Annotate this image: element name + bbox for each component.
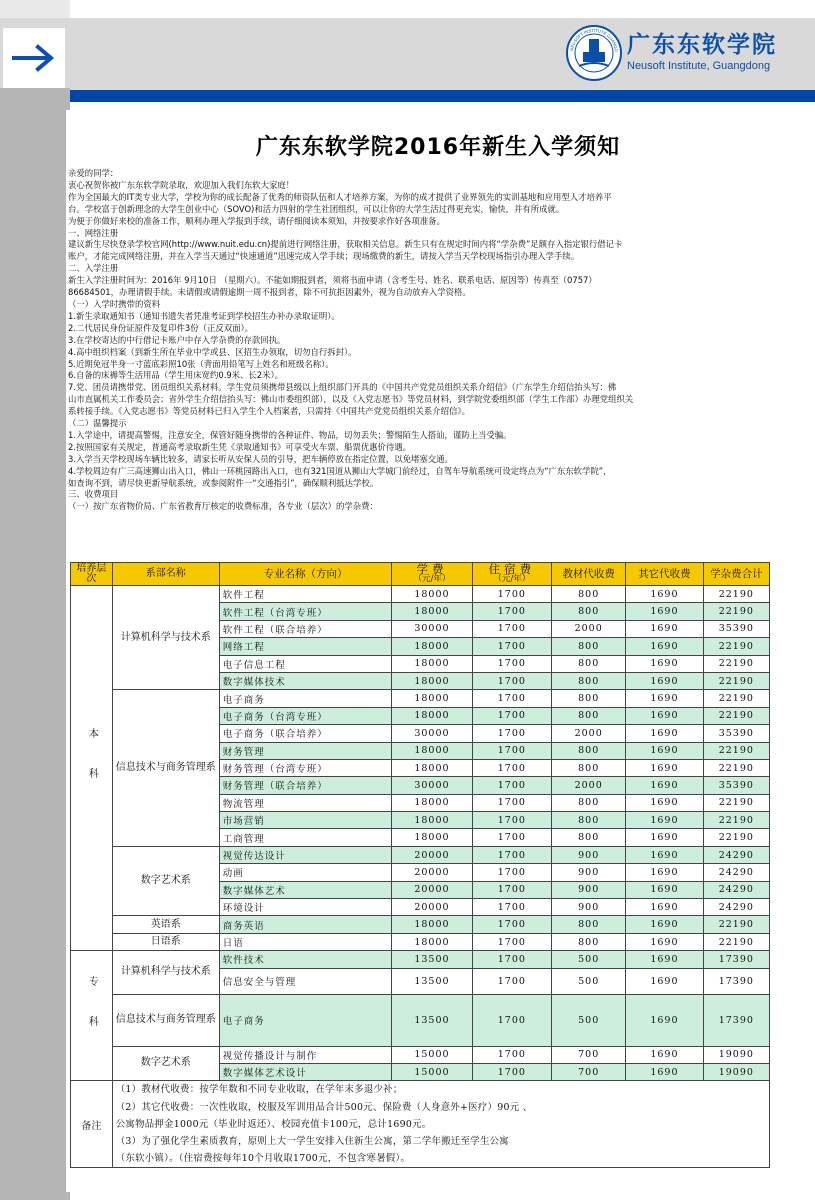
- table-row: [71, 933, 770, 950]
- major-cell: 财务管理（联合培养）: [219, 777, 392, 794]
- other-cell: 1690: [626, 672, 703, 689]
- tuition-cell: 18000: [392, 603, 472, 620]
- side-bar: [0, 88, 70, 1200]
- note-line: （3）为了强化学生素质教育，原则上大一学生安排入住新生公寓，第二学年搬迁至学生公寓: [115, 1135, 509, 1147]
- tuition-cell: 15000: [392, 1063, 472, 1080]
- body-line: 台。学校富于创新理念的大学生创业中心（SOVO)和活力四射的学生社团组织，可以让你的大学生活过得更充实，愉快，并有所成就。: [68, 203, 565, 214]
- tuition-cell: 20000: [392, 899, 472, 916]
- section-heading: （二）温馨提示: [68, 418, 127, 429]
- table-row: [71, 690, 770, 707]
- major-cell: 软件工程: [219, 586, 392, 603]
- other-cell: 1690: [626, 951, 703, 968]
- dept-ib: 信息技术与商务管理系: [112, 690, 219, 847]
- tuition-cell: 18000: [392, 759, 472, 776]
- tuition-cell: 18000: [392, 672, 472, 689]
- total-cell: 22190: [703, 933, 769, 950]
- tuition-cell: 20000: [392, 846, 472, 863]
- total-cell: 19090: [703, 1046, 769, 1063]
- dorm-cell: 1700: [472, 586, 552, 603]
- notes-row: [71, 1081, 770, 1168]
- major-cell: 电子商务: [219, 994, 392, 1046]
- books-cell: 800: [552, 690, 626, 707]
- dorm-cell: 1700: [472, 951, 552, 968]
- books-cell: 500: [552, 951, 626, 968]
- major-cell: 工商管理: [219, 829, 392, 846]
- major-cell: 数字媒体艺术设计: [219, 1063, 392, 1080]
- dorm-cell: 1700: [472, 846, 552, 863]
- books-cell: 800: [552, 812, 626, 829]
- total-cell: 22190: [703, 742, 769, 759]
- total-cell: 22190: [703, 707, 769, 724]
- list-item: 1.入学途中，请提高警惕，注意安全，保管好随身携带的各种证件、物品，切勿丢失；警惕陌生人搭讪，谨防上当受骗。: [68, 429, 512, 440]
- tuition-cell: 20000: [392, 881, 472, 898]
- body-line: 系转接手续。《入党志愿书》等党员材料已归入学生个人档案者，只需持《中国共产党党员组织关系介绍信》。: [68, 406, 470, 417]
- list-item: 6.自备的床褥等生活用品（学生用床宽约0.9米、长2米）。: [68, 370, 284, 381]
- other-cell: 1690: [626, 829, 703, 846]
- major-cell: 视觉传达设计: [219, 846, 392, 863]
- total-cell: 22190: [703, 655, 769, 672]
- body-line: （一）按广东省物价局、广东省教育厅核定的收费标准，各专业（层次）的学杂费：: [68, 501, 378, 512]
- list-item: 4.学校周边有广三高速狮山出入口，佛山一环桃园路出入口，也有321国道从狮山大学城门前经过，自驾车导航系统可设定终点为“广东东软学院”，: [68, 465, 612, 476]
- total-cell: 19090: [703, 1063, 769, 1080]
- total-cell: 24290: [703, 881, 769, 898]
- other-cell: 1690: [626, 690, 703, 707]
- total-cell: 17390: [703, 951, 769, 968]
- dept-art-junior: 数字艺术系: [112, 1046, 219, 1081]
- other-cell: 1690: [626, 899, 703, 916]
- notice-body: [68, 168, 806, 513]
- col-header-other: 其它代收费: [626, 563, 703, 586]
- table-row: [71, 586, 770, 603]
- dept-ib-junior: 信息技术与商务管理系: [112, 994, 219, 1046]
- total-cell: 22190: [703, 759, 769, 776]
- dorm-cell: 1700: [472, 620, 552, 637]
- dorm-cell: 1700: [472, 881, 552, 898]
- body-line: 作为全国最大的IT类专业大学，学校为你的成长配备了优秀的师资队伍和人才培养方案，为你的成才提供了业界领先的实训基地和应用型人才培养平: [68, 191, 612, 202]
- section-heading: （一）入学时携带的资料: [68, 298, 161, 309]
- tuition-cell: 13500: [392, 951, 472, 968]
- other-cell: 1690: [626, 777, 703, 794]
- tuition-cell: 18000: [392, 812, 472, 829]
- body-line: 86684501，办理请假手续。未请假或请假逾期一周不报到者，除不可抗拒因素外，视为自动放弃入学资格。: [68, 287, 471, 298]
- other-cell: 1690: [626, 968, 703, 994]
- note-line: （东软小镇）。（住宿费按每年10个月收取1700元，不包含寒暑假）。: [115, 1153, 411, 1165]
- dorm-cell: 1700: [472, 655, 552, 672]
- total-cell: 24290: [703, 899, 769, 916]
- major-cell: 数字媒体艺术: [219, 881, 392, 898]
- dorm-cell: 1700: [472, 603, 552, 620]
- other-cell: 1690: [626, 742, 703, 759]
- total-cell: 24290: [703, 846, 769, 863]
- total-cell: 22190: [703, 794, 769, 811]
- body-line: 为便于你做好来校的准备工作，顺利办理入学报到手续，请仔细阅读本须知，并按要求作好各项准备。: [68, 215, 445, 226]
- other-cell: 1690: [626, 725, 703, 742]
- tuition-cell: 18000: [392, 829, 472, 846]
- notice-paper: [66, 110, 810, 1192]
- tuition-cell: 15000: [392, 1046, 472, 1063]
- books-cell: 500: [552, 968, 626, 994]
- dorm-cell: 1700: [472, 968, 552, 994]
- body-line: 建议新生尽快登录学校官网(http://www.nuit.edu.cn)提前进行网络注册，获取相关信息。新生只有在规定时间内将“学杂费”足额存入指定银行借记卡: [68, 239, 623, 250]
- dorm-cell: 1700: [472, 916, 552, 933]
- total-cell: 17390: [703, 994, 769, 1046]
- major-cell: 信息安全与管理: [219, 968, 392, 994]
- tuition-cell: 18000: [392, 690, 472, 707]
- major-cell: 软件工程（联合培养）: [219, 620, 392, 637]
- books-cell: 800: [552, 707, 626, 724]
- other-cell: 1690: [626, 881, 703, 898]
- books-cell: 900: [552, 864, 626, 881]
- tuition-cell: 30000: [392, 725, 472, 742]
- major-cell: 视觉传播设计与制作: [219, 1046, 392, 1063]
- books-cell: 800: [552, 586, 626, 603]
- other-cell: 1690: [626, 707, 703, 724]
- tuition-cell: 18000: [392, 655, 472, 672]
- dorm-cell: 1700: [472, 690, 552, 707]
- tuition-cell: 18000: [392, 794, 472, 811]
- major-cell: 日语: [219, 933, 392, 950]
- tuition-cell: 13500: [392, 994, 472, 1046]
- other-cell: 1690: [626, 1063, 703, 1080]
- major-cell: 软件技术: [219, 951, 392, 968]
- total-cell: 22190: [703, 603, 769, 620]
- dorm-cell: 1700: [472, 759, 552, 776]
- books-cell: 900: [552, 846, 626, 863]
- tuition-cell: 30000: [392, 620, 472, 637]
- table-row: [71, 1046, 770, 1063]
- tuition-cell: 18000: [392, 707, 472, 724]
- books-cell: 800: [552, 603, 626, 620]
- body-line: 亲爱的同学：: [68, 168, 119, 178]
- dorm-cell: 1700: [472, 864, 552, 881]
- total-cell: 22190: [703, 672, 769, 689]
- total-cell: 22190: [703, 829, 769, 846]
- other-cell: 1690: [626, 864, 703, 881]
- books-cell: 800: [552, 672, 626, 689]
- tuition-cell: 18000: [392, 638, 472, 655]
- tuition-cell: 30000: [392, 777, 472, 794]
- body-line: 如查询不到，请尽快更新导航系统，或参阅附件一“交通指引”，确保顺利抵达学校。: [68, 477, 379, 488]
- major-cell: 电子商务: [219, 690, 392, 707]
- list-item: 7.党、团员请携带党、团员组织关系材料。学生党员须携带县级以上组织部门开具的《中国共产党党员组织关系介绍信》（广东学生介绍信抬头写：佛: [68, 382, 617, 393]
- fee-table: [70, 562, 770, 1168]
- books-cell: 800: [552, 638, 626, 655]
- school-emblem-icon: [565, 24, 623, 82]
- major-cell: 财务管理（台湾专班）: [219, 759, 392, 776]
- tuition-cell: 20000: [392, 864, 472, 881]
- dorm-cell: 1700: [472, 899, 552, 916]
- col-header-major: 专业名称（方向）: [219, 563, 392, 586]
- books-cell: 800: [552, 916, 626, 933]
- major-cell: 财务管理: [219, 742, 392, 759]
- total-cell: 35390: [703, 725, 769, 742]
- dorm-cell: 1700: [472, 725, 552, 742]
- header-blue-bar: [70, 90, 815, 102]
- other-cell: 1690: [626, 638, 703, 655]
- other-cell: 1690: [626, 1046, 703, 1063]
- total-cell: 17390: [703, 968, 769, 994]
- arrow-box: [3, 28, 65, 88]
- col-header-dorm: 住宿费 （元/年）: [472, 563, 552, 586]
- body-line: 山市直属机关工作委员会；省外学生介绍信抬头写：佛山市委组织部），以及《入党志愿书》等党员材料，到学院党委组织部（学生工作部）办理党组织关: [68, 394, 634, 405]
- books-cell: 2000: [552, 725, 626, 742]
- list-item: 2.按照国家有关规定，普通高考录取新生凭《录取通知书》可享受火车票、船票优惠价待遇。: [68, 441, 411, 452]
- other-cell: 1690: [626, 933, 703, 950]
- other-cell: 1690: [626, 812, 703, 829]
- major-cell: 数字媒体技术: [219, 672, 392, 689]
- total-cell: 22190: [703, 812, 769, 829]
- major-cell: 电子信息工程: [219, 655, 392, 672]
- dorm-cell: 1700: [472, 1046, 552, 1063]
- table-row: [71, 916, 770, 933]
- school-name-en: Neusoft Institute, Guangdong: [627, 60, 771, 72]
- total-cell: 22190: [703, 586, 769, 603]
- dorm-cell: 1700: [472, 812, 552, 829]
- table-row: [71, 994, 770, 1046]
- dorm-cell: 1700: [472, 794, 552, 811]
- side-bar-top: [0, 0, 70, 18]
- other-cell: 1690: [626, 620, 703, 637]
- table-header-row: [71, 563, 770, 586]
- books-cell: 2000: [552, 777, 626, 794]
- col-header-total: 学杂费合计: [703, 563, 769, 586]
- section-heading: 二、入学注册: [68, 263, 119, 274]
- dorm-cell: 1700: [472, 672, 552, 689]
- other-cell: 1690: [626, 759, 703, 776]
- other-cell: 1690: [626, 655, 703, 672]
- dept-jp: 日语系: [112, 933, 219, 950]
- arrow-right-icon: [12, 43, 56, 73]
- dorm-cell: 1700: [472, 638, 552, 655]
- books-cell: 800: [552, 742, 626, 759]
- col-header-tuition: 学费 （元/年）: [392, 563, 472, 586]
- books-cell: 800: [552, 794, 626, 811]
- table-row: [71, 846, 770, 863]
- books-cell: 700: [552, 1046, 626, 1063]
- other-cell: 1690: [626, 586, 703, 603]
- books-cell: 2000: [552, 620, 626, 637]
- dorm-cell: 1700: [472, 994, 552, 1046]
- notes-text: [112, 1081, 769, 1168]
- note-line: （1）教材代收费：按学年数和不同专业收取，在学年末多退少补；: [115, 1084, 403, 1096]
- level-junior: 专科: [71, 951, 113, 1081]
- dorm-cell: 1700: [472, 829, 552, 846]
- other-cell: 1690: [626, 846, 703, 863]
- list-item: 3.在学校寄达的中行借记卡账户中存入学杂费的存款回执。: [68, 334, 286, 345]
- major-cell: 动画: [219, 864, 392, 881]
- total-cell: 24290: [703, 864, 769, 881]
- page-title: 广东东软学院2016年新生入学须知: [255, 135, 621, 160]
- col-header-dept: 系部名称: [112, 563, 219, 586]
- total-cell: 35390: [703, 620, 769, 637]
- col-header-level: 培养层次: [71, 563, 113, 586]
- body-line: 新生入学注册时间为：2016年 9月10日 （星期六）。不能如期报到者，须将书面申请（含考生号、姓名、联系电话、原因等）传真至（0757）: [68, 275, 597, 286]
- books-cell: 900: [552, 881, 626, 898]
- tuition-cell: 18000: [392, 933, 472, 950]
- books-cell: 800: [552, 829, 626, 846]
- tuition-cell: 18000: [392, 916, 472, 933]
- major-cell: 电子商务（联合培养）: [219, 725, 392, 742]
- major-cell: 软件工程（台湾专班）: [219, 603, 392, 620]
- dorm-cell: 1700: [472, 707, 552, 724]
- major-cell: 电子商务（台湾专班）: [219, 707, 392, 724]
- dept-eng: 英语系: [112, 916, 219, 933]
- level-undergrad: 本科: [71, 586, 113, 951]
- table-row: [71, 951, 770, 968]
- page-header: [0, 0, 815, 102]
- total-cell: 22190: [703, 916, 769, 933]
- dorm-cell: 1700: [472, 1063, 552, 1080]
- books-cell: 800: [552, 933, 626, 950]
- notes-label: 备注: [71, 1081, 113, 1168]
- school-logo: [565, 22, 795, 84]
- books-cell: 500: [552, 994, 626, 1046]
- body-line: 账户，才能完成网络注册，并在入学当天通过“快速通道”迅速完成入学手续；现场缴费的新生，请按入学当天学校现场指引办理入学手续。: [68, 251, 580, 262]
- list-item: 3.入学当天学校现场车辆比较多，请家长听从安保人员的引导，把车辆停放在指定位置，以免堵塞交通。: [68, 453, 453, 464]
- list-item: 5.近期免冠半身一寸蓝底彩照10张（背面用铅笔写上姓名和班级名称）。: [68, 358, 334, 369]
- major-cell: 物流管理: [219, 794, 392, 811]
- svg-text:NEUSOFT INSTITUTE GUANGDONG: NEUSOFT INSTITUTE GUANGD: [569, 27, 619, 53]
- tuition-cell: 13500: [392, 968, 472, 994]
- total-cell: 35390: [703, 777, 769, 794]
- dorm-cell: 1700: [472, 933, 552, 950]
- other-cell: 1690: [626, 916, 703, 933]
- school-name-cn: 广东东软学院: [627, 31, 777, 58]
- note-line: 公寓物品押金1000元（毕业时返还）、校园充值卡100元，总计1690元。: [115, 1118, 432, 1130]
- books-cell: 900: [552, 899, 626, 916]
- body-line: 衷心祝贺你被广东东软学院录取，欢迎加入我们东软大家庭！: [68, 179, 295, 190]
- dorm-cell: 1700: [472, 742, 552, 759]
- dept-cs: 计算机科学与技术系: [112, 586, 219, 690]
- list-item: 1.新生录取通知书（通知书遗失者凭准考证到学校招生办补办录取证明）。: [68, 310, 340, 321]
- major-cell: 商务英语: [219, 916, 392, 933]
- other-cell: 1690: [626, 794, 703, 811]
- major-cell: 市场营销: [219, 812, 392, 829]
- major-cell: 网络工程: [219, 638, 392, 655]
- dept-art: 数字艺术系: [112, 846, 219, 916]
- tuition-cell: 18000: [392, 742, 472, 759]
- col-header-books: 教材代收费: [552, 563, 626, 586]
- note-line: （2）其它代收费：一次性收取，校服及军训用品合计500元、保险费（人身意外+医疗）90元 、: [115, 1101, 533, 1113]
- section-heading: 一、网络注册: [68, 227, 119, 238]
- section-heading: 三、收费项目: [68, 489, 119, 500]
- list-item: 2.二代居民身份证原件及复印件3份（正反双面）。: [68, 322, 253, 333]
- dorm-cell: 1700: [472, 777, 552, 794]
- major-cell: 环境设计: [219, 899, 392, 916]
- books-cell: 800: [552, 655, 626, 672]
- dept-cs-junior: 计算机科学与技术系: [112, 951, 219, 994]
- total-cell: 22190: [703, 690, 769, 707]
- books-cell: 700: [552, 1063, 626, 1080]
- other-cell: 1690: [626, 994, 703, 1046]
- total-cell: 22190: [703, 638, 769, 655]
- books-cell: 800: [552, 759, 626, 776]
- tuition-cell: 18000: [392, 586, 472, 603]
- other-cell: 1690: [626, 603, 703, 620]
- list-item: 4.高中组织档案（到新生所在毕业中学或县、区招生办领取，切勿自行拆封）。: [68, 346, 357, 357]
